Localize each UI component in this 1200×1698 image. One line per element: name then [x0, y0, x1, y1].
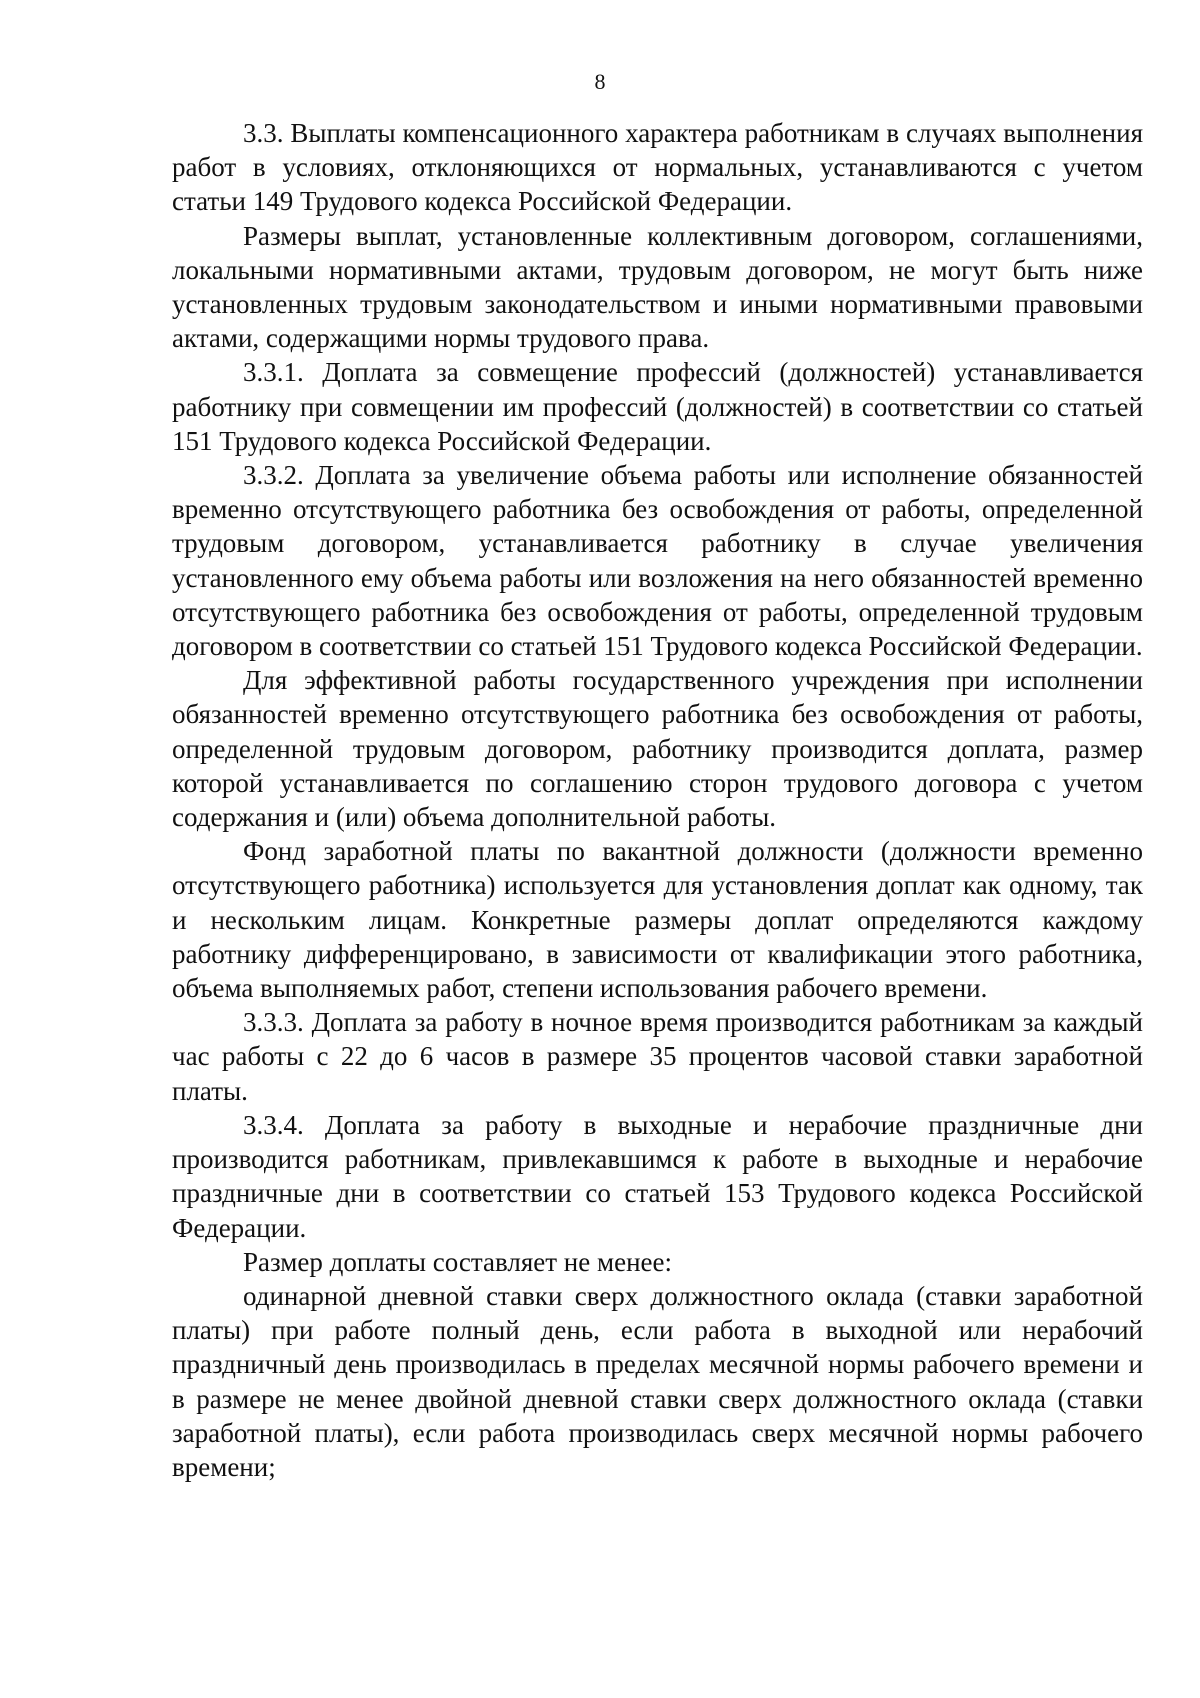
- paragraph-3-3-4: 3.3.4. Доплата за работу в выходные и нерабочие праздничные дни производится работникам, привлекавшимся к работе в выходные и нерабочие праздничные дни в соответствии со статьей 153 Трудового кодекса Российской Федерации.: [172, 1109, 1143, 1243]
- paragraph-3-3-1: 3.3.1. Доплата за совмещение профессий (должностей) устанавливается работнику при совмещении им профессий (должностей) в соответствии со статьей 151 Трудового кодекса Российской Федерации.: [172, 357, 1143, 456]
- page-number: 8: [594, 69, 606, 94]
- paragraph-salary-fund: Фонд заработной платы по вакантной должности (должности временно отсутствующего работника) используется для установления доплат как одному, так и нескольким лицам. Конкретные размеры доплат определяются каждому работнику дифференцировано, в зависимости от квалификации этого работника, объема выполняемых работ, степени использования рабочего времени.: [172, 836, 1143, 1004]
- paragraph-single-daily-rate: одинарной дневной ставки сверх должностного оклада (ставки заработной платы) при работе полный день, если работа в выходной или нерабочий праздничный день производилась в пределах месячной нормы рабочего времени и в размере не менее двойной дневной ставки сверх должностного оклада (ставки заработной платы), если работа производилась сверх месячной нормы рабочего времени;: [172, 1280, 1143, 1482]
- paragraph-payment-sizes: Размеры выплат, установленные коллективным договором, соглашениями, локальными нормативными актами, трудовым договором, не могут быть ниже установленных трудовым законодательством и иными нормативными правовыми актами, содержащими нормы трудового права.: [172, 220, 1143, 354]
- paragraph-surcharge-size: Размер доплаты составляет не менее:: [243, 1246, 672, 1277]
- paragraph-3-3: 3.3. Выплаты компенсационного характера работникам в случаях выполнения работ в условиях, отклоняющихся от нормальных, устанавливаются с учетом статьи 149 Трудового кодекса Российской Федерации.: [172, 118, 1143, 217]
- paragraph-effective-work: Для эффективной работы государственного учреждения при исполнении обязанностей временно отсутствующего работника без освобождения от работы, определенной трудовым договором, работнику производится доплата, размер которой устанавливается по соглашению сторон трудового договора с учетом содержания и (или) объема дополнительной работы.: [172, 665, 1143, 833]
- paragraph-3-3-3: 3.3.3. Доплата за работу в ночное время производится работникам за каждый час работы с 22 до 6 часов в размере 35 процентов часовой ставки заработной платы.: [172, 1007, 1143, 1106]
- paragraph-3-3-2: 3.3.2. Доплата за увеличение объема работы или исполнение обязанностей временно отсутствующего работника без освобождения от работы, определенной трудовым договором, устанавливается работнику в случае увеличения установленного ему объема работы или возложения на него обязанностей временно отсутствующего работника без освобождения от работы, определенной трудовым договором в соответствии со статьей 151 Трудового кодекса Российской Федерации.: [172, 460, 1143, 662]
- document-body: [172, 116, 1143, 1484]
